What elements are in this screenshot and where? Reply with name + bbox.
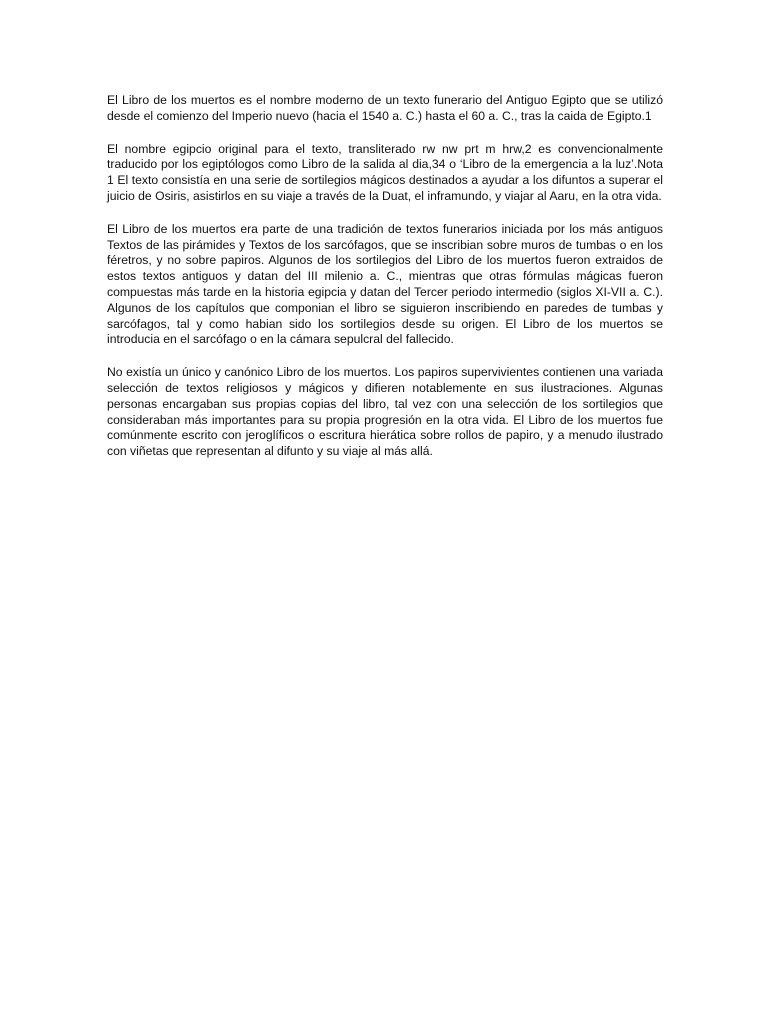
paragraph-3: El Libro de los muertos era parte de una tradición de textos funerarios iniciada por los más antiguos Textos de las pirámides y Textos de los sarcófagos, que se inscribian sobre muros de tumbas o en los féretros, y no sobre papiros. Algunos de los sortilegios del Libro de los muertos fueron extraidos de estos textos antiguos y datan del III milenio a. C., mientras que otras fórmulas mágicas fueron compuestas más tarde en la historia egipcia y datan del Tercer periodo intermedio (siglos XI-VII a. C.). Algunos de los capítulos que componian el libro se siguieron inscribiendo en paredes de tumbas y sarcófagos, tal y como habian sido los sortilegios desde su origen. El Libro de los muertos se introducia en el sarcófago o en la cámara sepulcral del fallecido. — [107, 221, 663, 347]
paragraph-4: No existía un único y canónico Libro de los muertos. Los papiros supervivientes contienen una variada selección de textos religiosos y mágicos y difieren notablemente en sus ilustraciones. Algunas personas encargaban sus propias copias del libro, tal vez con una selección de los sortilegios que consideraban más importantes para su propia progresión en la otra vida. El Libro de los muertos fue comúnmente escrito con jeroglíficos o escritura hierática sobre rollos de papiro, y a menudo ilustrado con viñetas que representan al difunto y su viaje al más allá. — [107, 365, 663, 459]
document-body — [107, 93, 663, 477]
paragraph-1: El Libro de los muertos es el nombre moderno de un texto funerario del Antiguo Egipto que se utilizó desde el comienzo del Imperio nuevo (hacia el 1540 a. C.) hasta el 60 a. C., tras la caida de Egipto.1 — [107, 93, 663, 123]
paragraph-2: El nombre egipcio original para el texto, transliterado rw nw prt m hrw,2 es convencionalmente traducido por los egiptólogos como Libro de la salida al dia,34 o ‘Libro de la emergencia a la luz’.Nota 1 El texto consistía en una serie de sortilegios mágicos destinados a ayudar a los difuntos a superar el juicio de Osiris, asistirlos en su viaje a través de la Duat, el inframundo, y viajar al Aaru, en la otra vida. — [107, 141, 663, 203]
